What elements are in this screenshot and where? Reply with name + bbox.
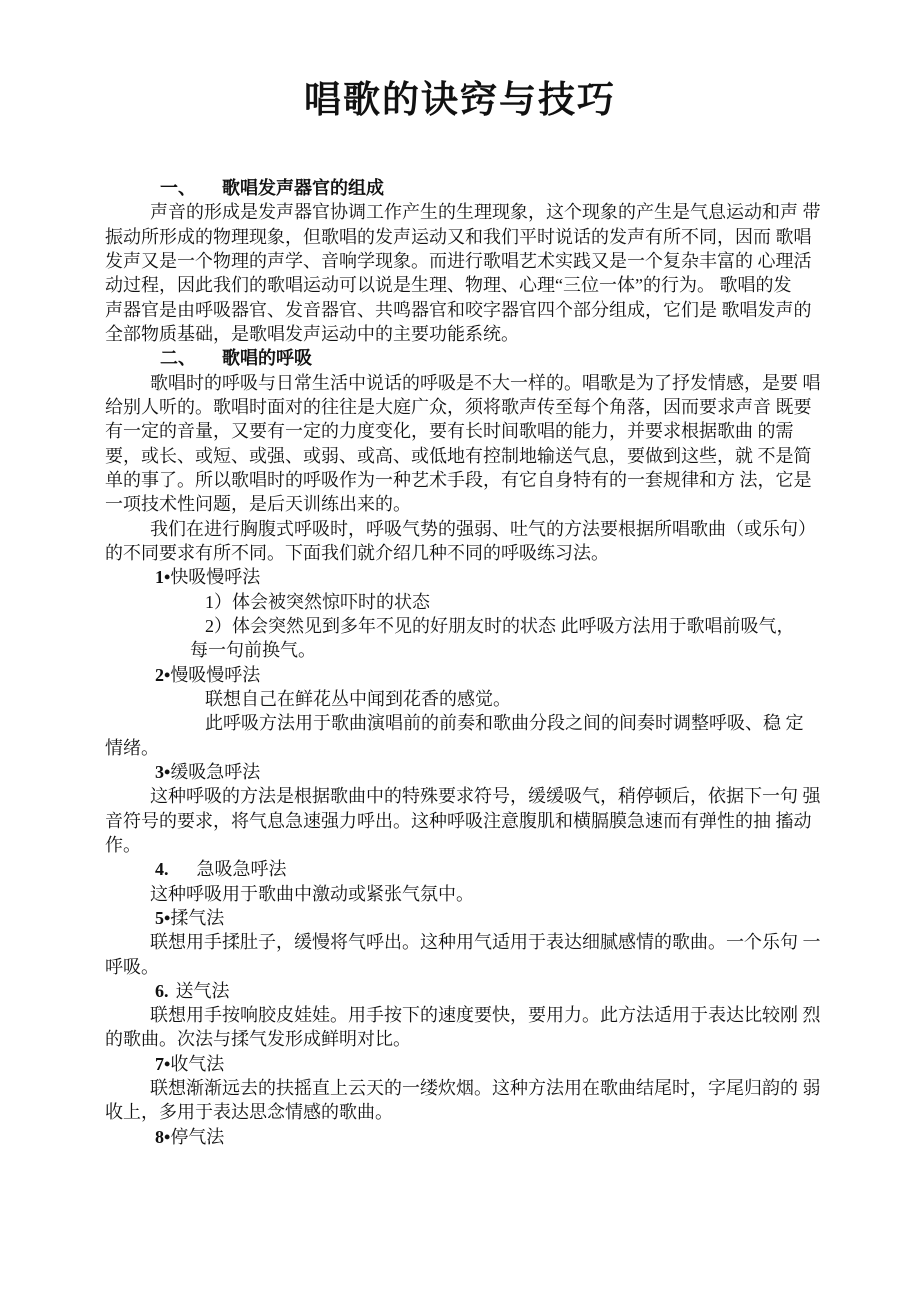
section-1-heading-text: 歌唱发声器官的组成 bbox=[222, 178, 384, 198]
section-1-number: 一、 bbox=[160, 178, 196, 198]
text-line: 发声又是一个物理的声学、音响学现象。而进行歌唱艺术实践又是一个复杂丰富的 心理活 bbox=[105, 250, 812, 271]
list-item-1-label: 快吸慢呼法 bbox=[170, 567, 261, 588]
list-item-2-number: 2• bbox=[155, 664, 171, 685]
list-item-8-label: 停气法 bbox=[170, 1126, 225, 1147]
list-item-6-number: 6. bbox=[155, 980, 169, 1001]
list-item-6 bbox=[105, 979, 815, 1003]
text-line: 音符号的要求，将气息急速强力呼出。这种呼吸注意腹肌和横膈膜急速而有弹性的抽 搐动 bbox=[105, 810, 812, 831]
text-line: 情绪。 bbox=[105, 737, 159, 758]
list-item-3 bbox=[105, 760, 815, 784]
list-item-4-label: 急吸急呼法 bbox=[196, 859, 287, 880]
text-line: 联想渐渐远去的扶摇直上云天的一缕炊烟。这种方法用在歌曲结尾时，字尾归韵的 弱 bbox=[150, 1078, 821, 1099]
list-item-5 bbox=[105, 906, 815, 930]
text-line: 联想用手揉肚子，缓慢将气呼出。这种用气适用于表达细腻感情的歌曲。一个乐句 一 bbox=[150, 932, 821, 953]
text-line: 收上，多用于表达思念情感的歌曲。 bbox=[105, 1102, 393, 1123]
text-line: 要，或长、或短、或强、或弱、或高、或低地有控制地输送气息，要做到这些，就 不是简 bbox=[105, 445, 812, 466]
text-line: 歌唱时的呼吸与日常生活中说话的呼吸是不大一样的。唱歌是为了抒发情感，是要 唱 bbox=[150, 372, 821, 393]
text-line: 作。 bbox=[105, 834, 141, 855]
list-item-4-number: 4. bbox=[155, 859, 169, 880]
sub-item: 联想自己在鲜花丛中闻到花香的感觉。 bbox=[205, 688, 511, 709]
section-2-heading-text: 歌唱的呼吸 bbox=[222, 348, 312, 369]
list-item-2-label: 慢吸慢呼法 bbox=[170, 664, 261, 685]
sub-item: 此呼吸方法用于歌曲演唱前的前奏和歌曲分段之间的间奏时调整呼吸、稳 定 bbox=[205, 713, 804, 734]
section-2-number: 二、 bbox=[160, 348, 196, 369]
list-item-2 bbox=[105, 663, 815, 687]
list-item-3-number: 3• bbox=[155, 761, 171, 782]
section-2-heading bbox=[105, 346, 815, 370]
text-line: 的不同要求有所不同。下面我们就介绍几种不同的呼吸练习法。 bbox=[105, 542, 609, 563]
text-line: 联想用手按响胶皮娃娃。用手按下的速度要快，要用力。此方法适用于表达比较刚 烈 bbox=[150, 1005, 821, 1026]
list-item-1 bbox=[105, 565, 815, 589]
list-item-6-label: 送气法 bbox=[175, 980, 230, 1001]
text-line: 振动所形成的物理现象，但歌唱的发声运动又和我们平时说话的发声有所不同，因而 歌唱 bbox=[105, 226, 812, 247]
text-line: 动过程，因此我们的歌唱运动可以说是生理、物理、心理“三位一体”的行为。 歌唱的发 bbox=[105, 275, 792, 296]
list-item-1-number: 1• bbox=[155, 567, 171, 588]
text-line: 我们在进行胸腹式呼吸时，呼吸气势的强弱、吐气的方法要根据所唱歌曲（或乐句） bbox=[150, 518, 816, 539]
text-line: 声器官是由呼吸器官、发音器官、共鸣器官和咬字器官四个部分组成，它们是 歌唱发声的 bbox=[105, 299, 812, 320]
list-item-8-number: 8• bbox=[155, 1126, 171, 1147]
text-line: 一项技术性问题，是后天训练出来的。 bbox=[105, 494, 411, 515]
list-item-4 bbox=[105, 857, 815, 881]
text-line: 呼吸。 bbox=[105, 956, 159, 977]
list-item-5-number: 5• bbox=[155, 907, 171, 928]
sub-item: 2）体会突然见到多年不见的好朋友时的状态 此呼吸方法用于歌唱前吸气， bbox=[205, 615, 795, 636]
text-line: 的歌曲。次法与揉气发形成鲜明对比。 bbox=[105, 1029, 411, 1050]
text-line: 这种呼吸的方法是根据歌曲中的特殊要求符号，缓缓吸气，稍停顿后，依据下一句 强 bbox=[150, 786, 821, 807]
text-line: 全部物质基础，是歌唱发声运动中的主要功能系统。 bbox=[105, 323, 519, 344]
text-line: 声音的形成是发声器官协调工作产生的生理现象，这个现象的产生是气息运动和声 带 bbox=[150, 202, 821, 223]
list-item-3-label: 缓吸急呼法 bbox=[170, 761, 261, 782]
list-item-7-number: 7• bbox=[155, 1053, 171, 1074]
list-item-5-label: 揉气法 bbox=[170, 907, 225, 928]
list-item-7 bbox=[105, 1052, 815, 1076]
text-line: 有一定的音量，又要有一定的力度变化，要有长时间歌唱的能力，并要求根据歌曲 的需 bbox=[105, 421, 794, 442]
section-1-heading bbox=[105, 176, 815, 200]
document-title: 唱歌的诀窍与技巧 bbox=[304, 80, 616, 121]
list-item-8 bbox=[105, 1125, 815, 1149]
list-item-7-label: 收气法 bbox=[170, 1053, 225, 1074]
sub-item-continuation: 每一句前换气。 bbox=[190, 640, 316, 661]
sub-item: 1）体会被突然惊吓时的状态 bbox=[205, 591, 430, 612]
text-line: 给别人听的。歌唱时面对的往往是大庭广众，须将歌声传至每个角落，因而要求声音 既要 bbox=[105, 396, 812, 417]
text-line: 单的事了。所以歌唱时的呼吸作为一种艺术手段，有它自身特有的一套规律和方 法，它是 bbox=[105, 469, 812, 490]
text-line: 这种呼吸用于歌曲中激动或紧张气氛中。 bbox=[150, 883, 474, 904]
